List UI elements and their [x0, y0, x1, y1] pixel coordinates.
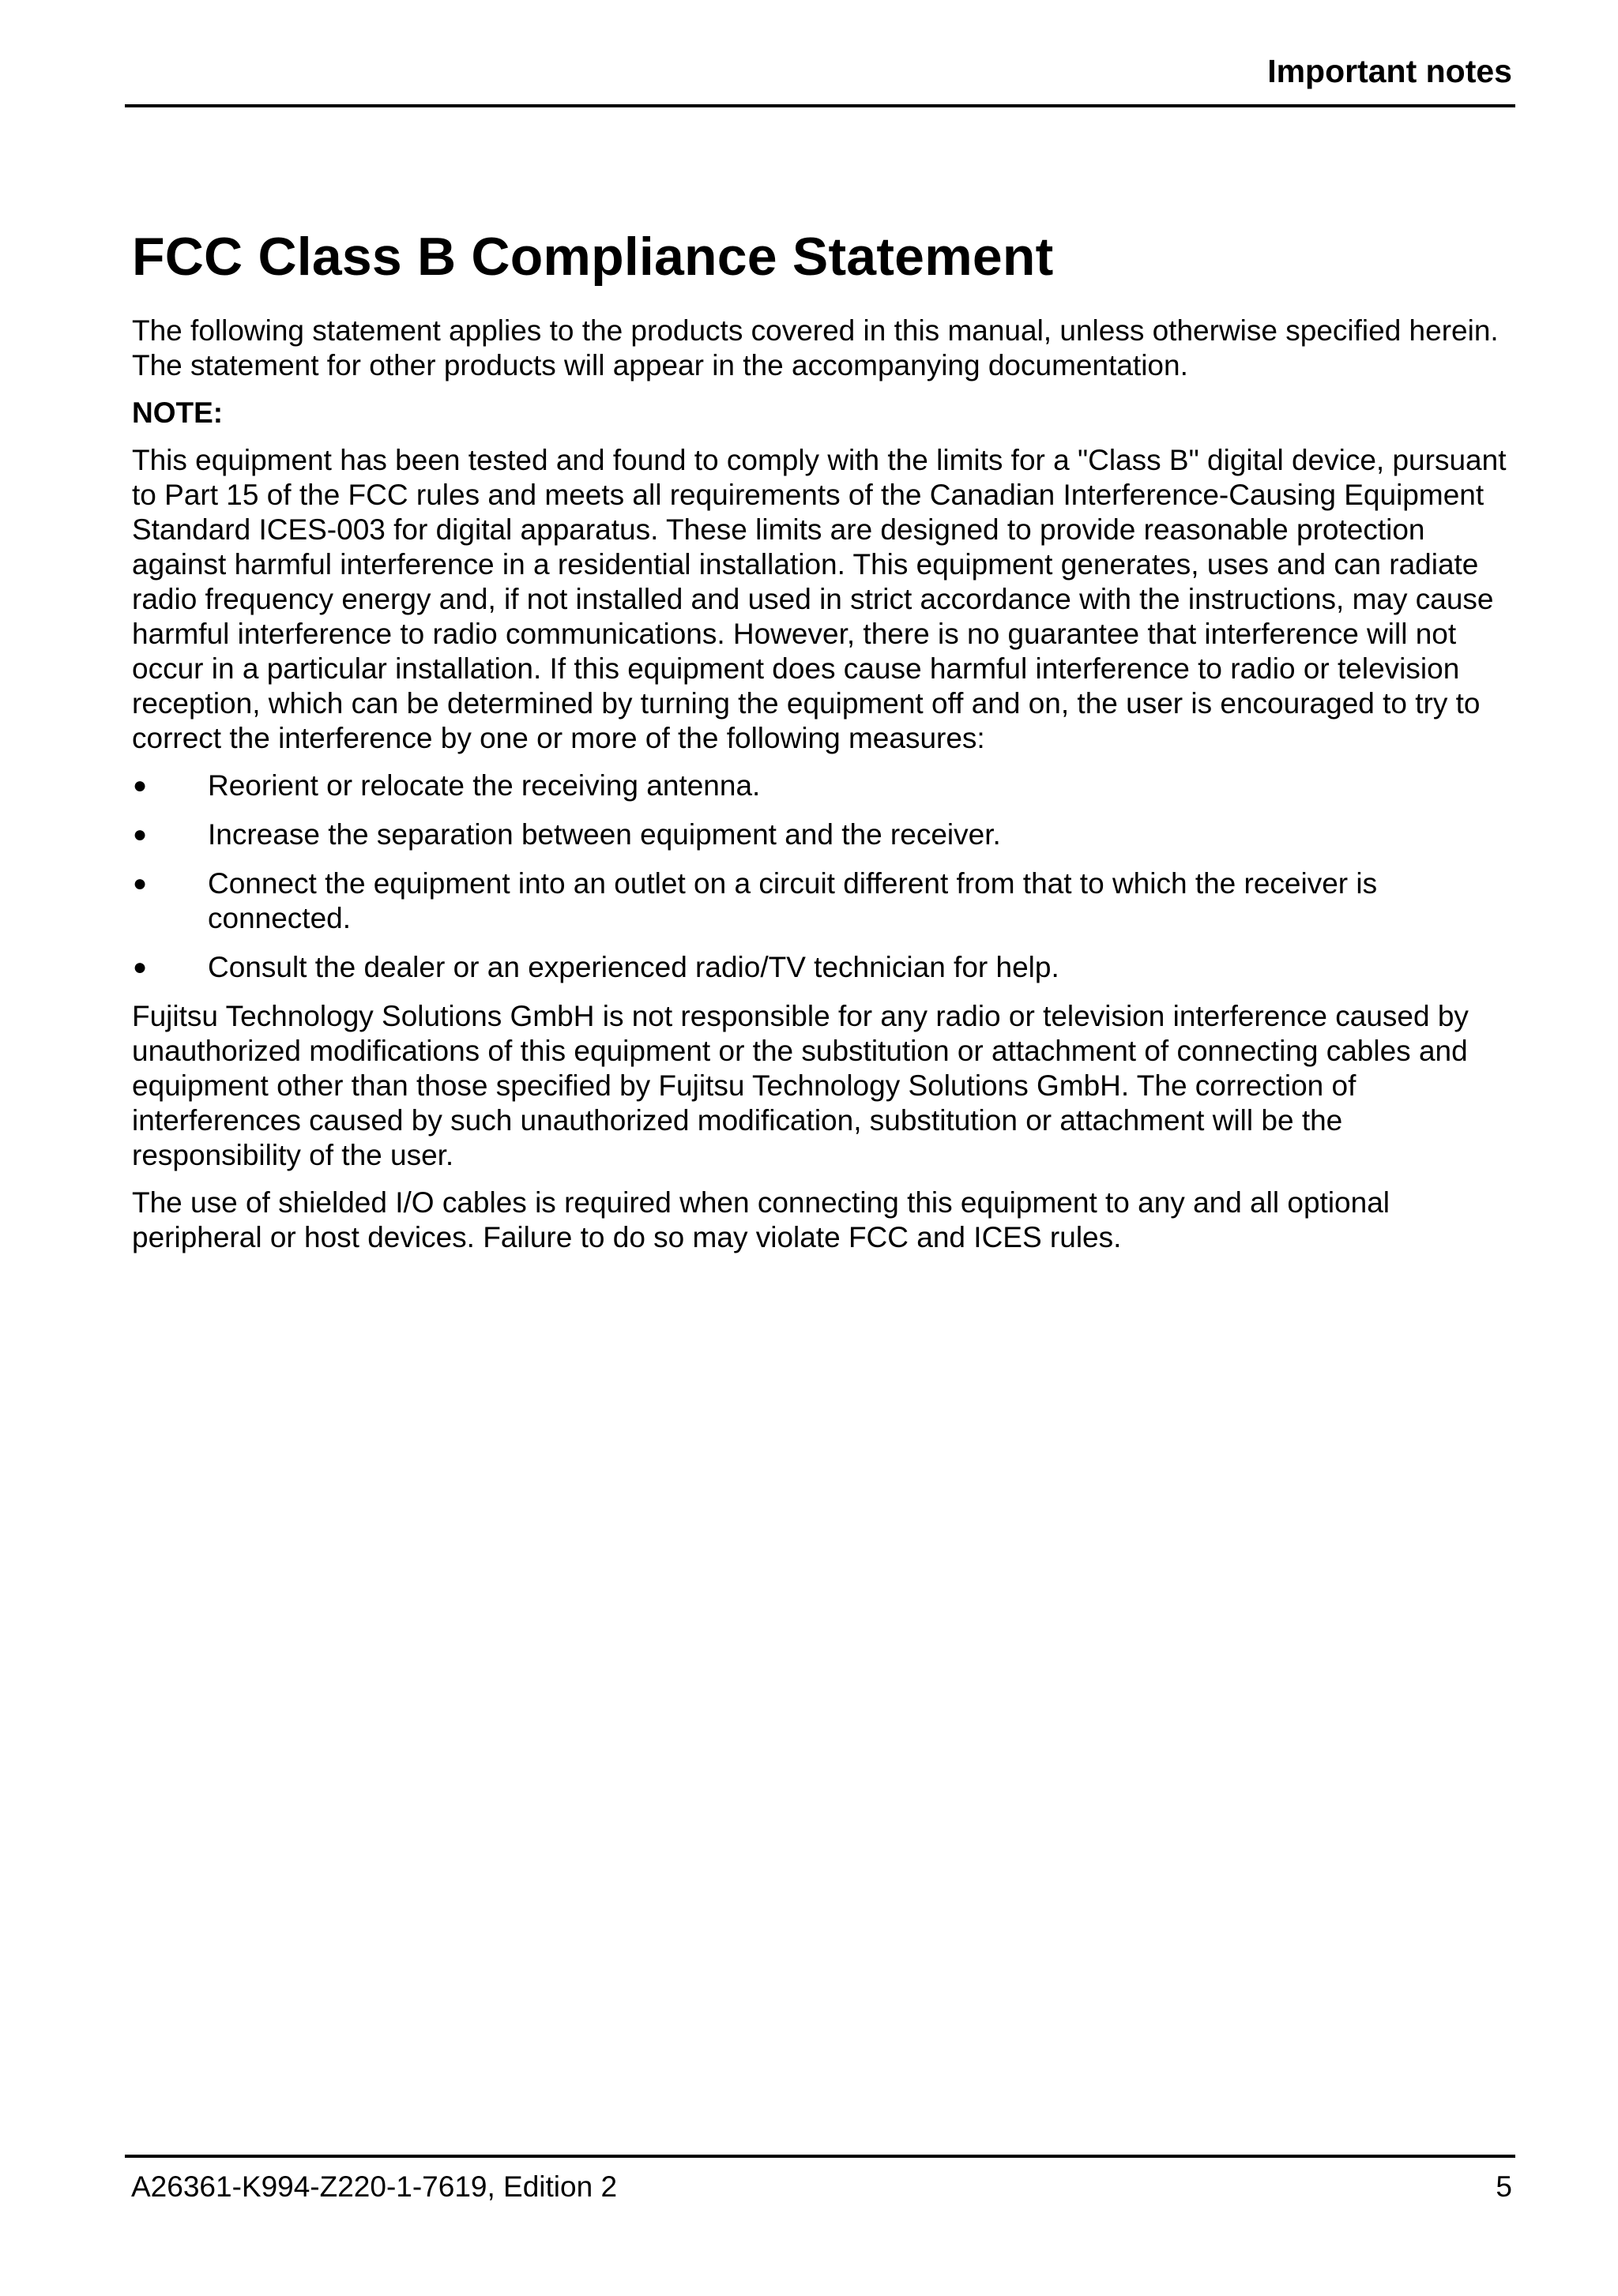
list-item-text: Reorient or relocate the receiving antenna. — [208, 768, 761, 802]
bullet-icon: ● — [132, 772, 148, 799]
list-item-text: Increase the separation between equipment and the receiver. — [208, 817, 1001, 851]
list-item — [132, 768, 1518, 803]
intro-paragraph: The following statement applies to the products covered in this manual, unless otherwise specified herein. The statement for other products will appear in the accompanying documentation. — [132, 314, 1499, 381]
page-header — [125, 47, 1515, 107]
note-paragraph: This equipment has been tested and found to comply with the limits for a "Class B" digital device, pursuant to Part 15 of the FCC rules and meets all requirements of the Canadian Interference-Causing Equipment Standard ICES-003 for digital apparatus. These limits are designed to provide reasonable protection against harmful interference in a residential installation. This equipment generates, uses and can radiate radio frequency energy and, if not installed and used in strict accordance with the instructions, may cause harmful interference to radio communications. However, there is no guarantee that interference will not occur in a particular installation. If this equipment does cause harmful interference to radio or television reception, which can be determined by turning the equipment off and on, the user is encouraged to try to correct the interference by one or more of the following measures: — [132, 443, 1507, 754]
bullet-icon: ● — [132, 870, 148, 896]
measures-list — [132, 768, 1518, 985]
document-id: A26361-K994-Z220-1-7619, Edition 2 — [131, 2170, 618, 2203]
list-item-text: Consult the dealer or an experienced radio/TV technician for help. — [208, 950, 1059, 983]
list-item-text: Connect the equipment into an outlet on a circuit different from that to which the receiver is connected. — [208, 866, 1378, 934]
list-item — [132, 817, 1518, 852]
bullet-icon: ● — [132, 953, 148, 980]
list-item — [132, 866, 1518, 936]
responsibility-paragraph: Fujitsu Technology Solutions GmbH is not responsible for any radio or television interference caused by unauthorized modifications of this equipment or the substitution or attachment of connecting cables and equipment other than those specified by Fujitsu Technology Solutions GmbH. The correction of interferences caused by such unauthorized modification, substitution or attachment will be the responsibility of the user. — [132, 999, 1469, 1171]
section-label: Important notes — [1267, 53, 1512, 89]
bullet-icon: ● — [132, 821, 148, 847]
page-footer — [125, 2155, 1515, 2210]
cables-paragraph: The use of shielded I/O cables is required when connecting this equipment to any and all optional peripheral or host devices. Failure to do so may violate FCC and ICES rules. — [132, 1186, 1390, 1253]
list-item — [132, 950, 1518, 985]
main-content — [132, 227, 1518, 1268]
note-label: NOTE: — [132, 396, 224, 429]
page-title: FCC Class B Compliance Statement — [132, 227, 1054, 287]
page-number: 5 — [1496, 2170, 1512, 2203]
